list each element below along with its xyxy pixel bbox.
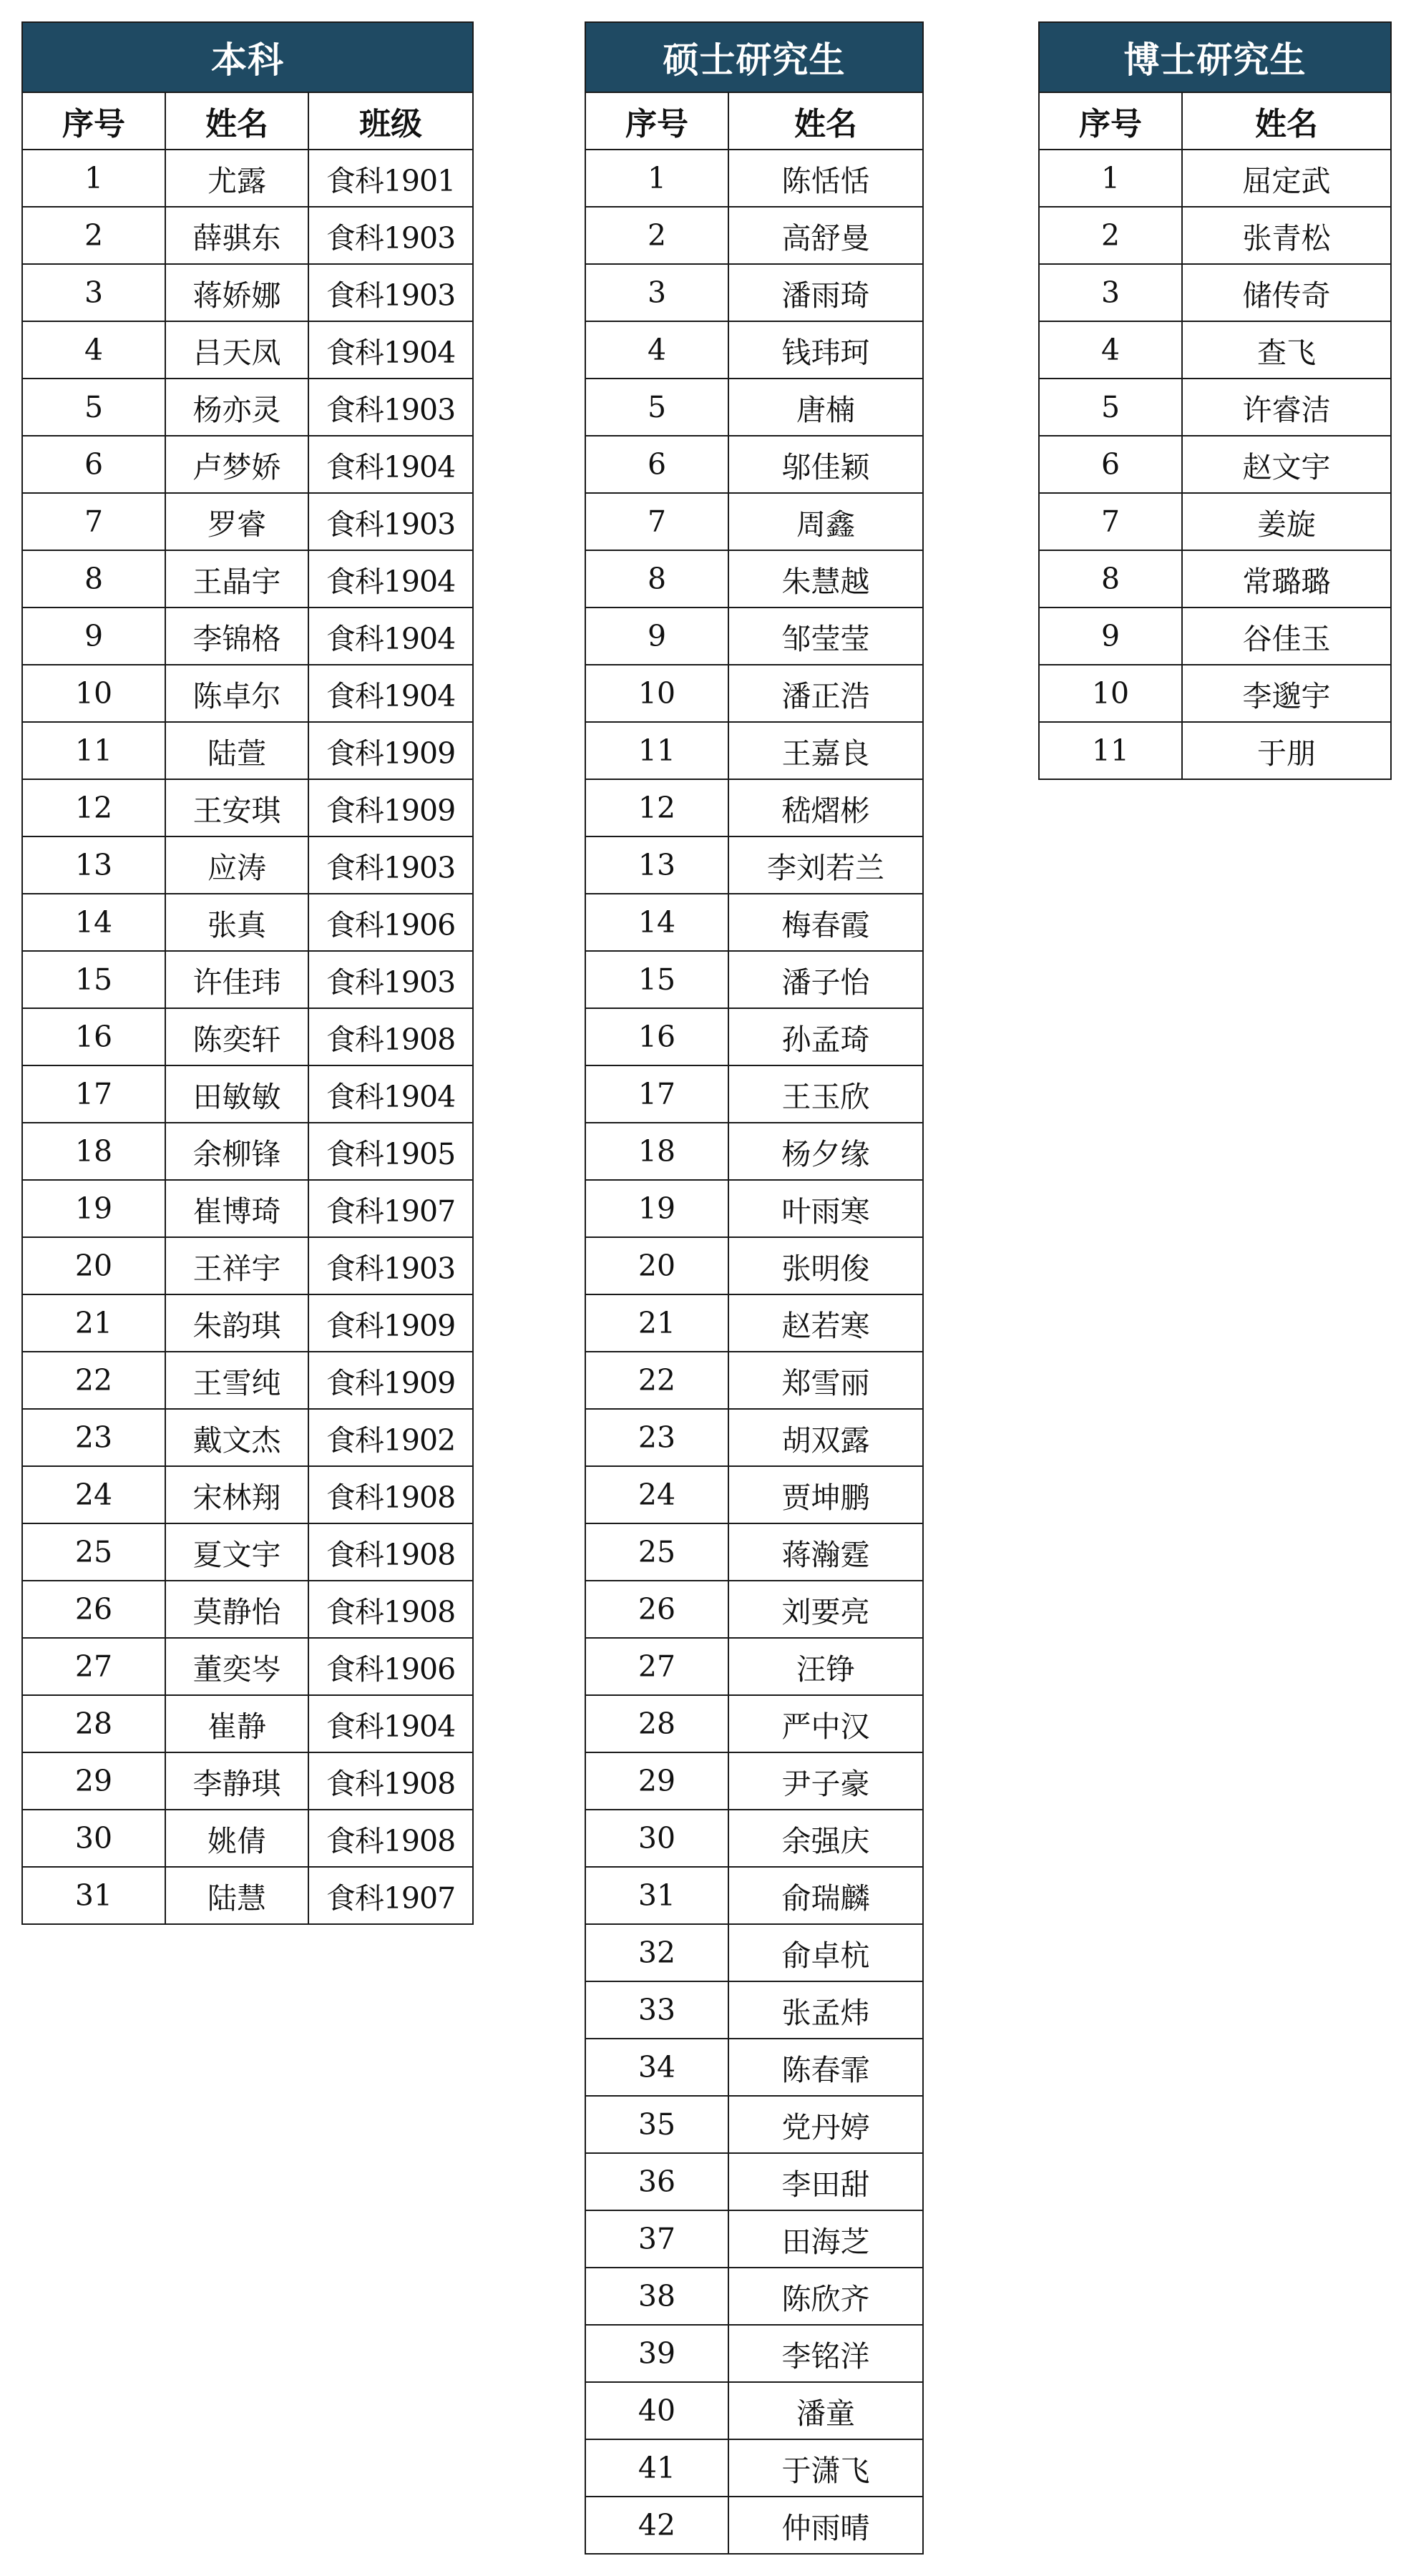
undergrad-row-index: 24 bbox=[22, 1466, 165, 1523]
undergrad-class-name: 食科1903 bbox=[308, 836, 473, 894]
doctor-row-index: 2 bbox=[1039, 207, 1182, 264]
undergrad-student-name: 陆慧 bbox=[165, 1867, 308, 1924]
master-header-index: 序号 bbox=[585, 92, 728, 150]
master-table-row bbox=[585, 1065, 923, 1123]
undergrad-table-row bbox=[22, 1581, 473, 1638]
undergrad-table-row bbox=[22, 836, 473, 894]
master-student-name: 陈春霏 bbox=[728, 2039, 923, 2096]
master-student-name: 俞瑞麟 bbox=[728, 1867, 923, 1924]
master-row-index: 31 bbox=[585, 1867, 728, 1924]
master-table-row bbox=[585, 1180, 923, 1237]
master-row-index: 7 bbox=[585, 493, 728, 550]
master-table-row bbox=[585, 1867, 923, 1924]
undergrad-class-name: 食科1908 bbox=[308, 1523, 473, 1581]
undergrad-class-name: 食科1908 bbox=[308, 1810, 473, 1867]
master-student-name: 潘子怡 bbox=[728, 951, 923, 1008]
undergrad-table-row bbox=[22, 264, 473, 321]
undergrad-table-row bbox=[22, 1867, 473, 1924]
undergrad-student-name: 卢梦娇 bbox=[165, 436, 308, 493]
undergrad-student-name: 张真 bbox=[165, 894, 308, 951]
master-table-row bbox=[585, 2210, 923, 2268]
master-student-name: 叶雨寒 bbox=[728, 1180, 923, 1237]
undergrad-header-name: 姓名 bbox=[165, 92, 308, 150]
master-table-row bbox=[585, 1123, 923, 1180]
master-student-name: 梅春霞 bbox=[728, 894, 923, 951]
doctor-table bbox=[1038, 21, 1392, 780]
master-student-name: 陈恬恬 bbox=[728, 150, 923, 207]
doctor-student-name: 常璐璐 bbox=[1182, 550, 1391, 608]
doctor-row-index: 5 bbox=[1039, 379, 1182, 436]
master-table-row bbox=[585, 2039, 923, 2096]
doctor-student-name: 谷佳玉 bbox=[1182, 608, 1391, 665]
master-row-index: 5 bbox=[585, 379, 728, 436]
undergrad-class-name: 食科1904 bbox=[308, 1065, 473, 1123]
master-table-row bbox=[585, 951, 923, 1008]
master-row-index: 3 bbox=[585, 264, 728, 321]
master-row-index: 35 bbox=[585, 2096, 728, 2153]
undergrad-row-index: 31 bbox=[22, 1867, 165, 1924]
master-row-index: 40 bbox=[585, 2382, 728, 2439]
master-table bbox=[585, 21, 924, 2555]
doctor-header-index: 序号 bbox=[1039, 92, 1182, 150]
undergrad-class-name: 食科1909 bbox=[308, 1294, 473, 1352]
master-table-row bbox=[585, 1008, 923, 1065]
doctor-table-row bbox=[1039, 436, 1391, 493]
doctor-table-row bbox=[1039, 207, 1391, 264]
master-table-row bbox=[585, 665, 923, 722]
master-table-row bbox=[585, 2497, 923, 2554]
master-student-name: 胡双露 bbox=[728, 1409, 923, 1466]
master-row-index: 26 bbox=[585, 1581, 728, 1638]
doctor-table-body bbox=[1039, 150, 1391, 779]
undergrad-table-row bbox=[22, 1638, 473, 1695]
master-row-index: 16 bbox=[585, 1008, 728, 1065]
undergrad-student-name: 王晶宇 bbox=[165, 550, 308, 608]
undergrad-table-row bbox=[22, 722, 473, 779]
master-row-index: 29 bbox=[585, 1752, 728, 1810]
undergrad-student-name: 王安琪 bbox=[165, 779, 308, 836]
doctor-student-name: 于朋 bbox=[1182, 722, 1391, 779]
undergrad-table-row bbox=[22, 1180, 473, 1237]
master-table-row bbox=[585, 836, 923, 894]
master-table-row bbox=[585, 2153, 923, 2210]
undergrad-row-index: 10 bbox=[22, 665, 165, 722]
master-row-index: 36 bbox=[585, 2153, 728, 2210]
master-student-name: 严中汉 bbox=[728, 1695, 923, 1752]
undergrad-table-row bbox=[22, 207, 473, 264]
undergrad-student-name: 余柳锋 bbox=[165, 1123, 308, 1180]
undergrad-table-row bbox=[22, 1123, 473, 1180]
doctor-row-index: 3 bbox=[1039, 264, 1182, 321]
undergrad-student-name: 尤露 bbox=[165, 150, 308, 207]
undergrad-row-index: 4 bbox=[22, 321, 165, 379]
master-table-row bbox=[585, 1294, 923, 1352]
master-table-row bbox=[585, 493, 923, 550]
master-row-index: 22 bbox=[585, 1352, 728, 1409]
undergrad-class-name: 食科1906 bbox=[308, 1638, 473, 1695]
master-student-name: 于潇飞 bbox=[728, 2439, 923, 2497]
undergrad-row-index: 16 bbox=[22, 1008, 165, 1065]
undergrad-student-name: 许佳玮 bbox=[165, 951, 308, 1008]
undergrad-class-name: 食科1908 bbox=[308, 1752, 473, 1810]
doctor-student-name: 查飞 bbox=[1182, 321, 1391, 379]
doctor-table-row bbox=[1039, 665, 1391, 722]
undergrad-class-name: 食科1903 bbox=[308, 1237, 473, 1294]
undergrad-row-index: 2 bbox=[22, 207, 165, 264]
undergrad-class-name: 食科1907 bbox=[308, 1180, 473, 1237]
undergrad-table-row bbox=[22, 1409, 473, 1466]
master-table-row bbox=[585, 1638, 923, 1695]
undergrad-student-name: 宋林翔 bbox=[165, 1466, 308, 1523]
doctor-title: 博士研究生 bbox=[1039, 22, 1391, 92]
undergrad-table-row bbox=[22, 150, 473, 207]
undergrad-row-index: 11 bbox=[22, 722, 165, 779]
master-row-index: 8 bbox=[585, 550, 728, 608]
master-student-name: 仲雨晴 bbox=[728, 2497, 923, 2554]
undergrad-table-row bbox=[22, 894, 473, 951]
doctor-header-name: 姓名 bbox=[1182, 92, 1391, 150]
master-student-name: 俞卓杭 bbox=[728, 1924, 923, 1981]
master-student-name: 王嘉良 bbox=[728, 722, 923, 779]
master-row-index: 32 bbox=[585, 1924, 728, 1981]
undergrad-student-name: 莫静怡 bbox=[165, 1581, 308, 1638]
undergrad-table-row bbox=[22, 1352, 473, 1409]
doctor-row-index: 11 bbox=[1039, 722, 1182, 779]
undergrad-class-name: 食科1903 bbox=[308, 493, 473, 550]
master-student-name: 李铭洋 bbox=[728, 2325, 923, 2382]
master-row-index: 41 bbox=[585, 2439, 728, 2497]
undergrad-table-body bbox=[22, 150, 473, 1924]
undergrad-student-name: 夏文宇 bbox=[165, 1523, 308, 1581]
doctor-row-index: 7 bbox=[1039, 493, 1182, 550]
doctor-table-row bbox=[1039, 150, 1391, 207]
master-student-name: 党丹婷 bbox=[728, 2096, 923, 2153]
master-student-name: 王玉欣 bbox=[728, 1065, 923, 1123]
doctor-table-row bbox=[1039, 550, 1391, 608]
master-student-name: 张明俊 bbox=[728, 1237, 923, 1294]
doctor-table-row bbox=[1039, 493, 1391, 550]
undergrad-class-name: 食科1903 bbox=[308, 207, 473, 264]
master-student-name: 贾坤鹏 bbox=[728, 1466, 923, 1523]
master-table-row bbox=[585, 2382, 923, 2439]
master-row-index: 12 bbox=[585, 779, 728, 836]
master-row-index: 23 bbox=[585, 1409, 728, 1466]
master-row-index: 21 bbox=[585, 1294, 728, 1352]
undergrad-class-name: 食科1903 bbox=[308, 264, 473, 321]
undergrad-class-name: 食科1904 bbox=[308, 608, 473, 665]
undergrad-row-index: 1 bbox=[22, 150, 165, 207]
master-table-row bbox=[585, 1810, 923, 1867]
undergrad-student-name: 李静琪 bbox=[165, 1752, 308, 1810]
undergrad-table-row bbox=[22, 665, 473, 722]
doctor-table-row bbox=[1039, 264, 1391, 321]
master-student-name: 郑雪丽 bbox=[728, 1352, 923, 1409]
master-student-name: 邹莹莹 bbox=[728, 608, 923, 665]
master-row-index: 18 bbox=[585, 1123, 728, 1180]
doctor-row-index: 4 bbox=[1039, 321, 1182, 379]
undergrad-student-name: 王祥宇 bbox=[165, 1237, 308, 1294]
master-row-index: 10 bbox=[585, 665, 728, 722]
doctor-student-name: 姜旋 bbox=[1182, 493, 1391, 550]
master-table-row bbox=[585, 550, 923, 608]
master-header-name: 姓名 bbox=[728, 92, 923, 150]
undergrad-table-row bbox=[22, 1695, 473, 1752]
undergrad-student-name: 杨亦灵 bbox=[165, 379, 308, 436]
master-row-index: 34 bbox=[585, 2039, 728, 2096]
undergrad-class-name: 食科1909 bbox=[308, 779, 473, 836]
master-table-row bbox=[585, 1752, 923, 1810]
master-title: 硕士研究生 bbox=[585, 22, 923, 92]
undergrad-row-index: 25 bbox=[22, 1523, 165, 1581]
undergrad-table-row bbox=[22, 1466, 473, 1523]
master-row-index: 19 bbox=[585, 1180, 728, 1237]
master-table-row bbox=[585, 894, 923, 951]
undergrad-student-name: 李锦格 bbox=[165, 608, 308, 665]
master-row-index: 11 bbox=[585, 722, 728, 779]
master-row-index: 4 bbox=[585, 321, 728, 379]
undergrad-row-index: 15 bbox=[22, 951, 165, 1008]
undergrad-student-name: 崔静 bbox=[165, 1695, 308, 1752]
master-student-name: 陈欣齐 bbox=[728, 2268, 923, 2325]
undergrad-student-name: 应涛 bbox=[165, 836, 308, 894]
undergrad-row-index: 21 bbox=[22, 1294, 165, 1352]
undergrad-table-row bbox=[22, 608, 473, 665]
undergrad-student-name: 姚倩 bbox=[165, 1810, 308, 1867]
undergrad-row-index: 28 bbox=[22, 1695, 165, 1752]
master-row-index: 13 bbox=[585, 836, 728, 894]
master-student-name: 杨夕缘 bbox=[728, 1123, 923, 1180]
master-table-row bbox=[585, 2439, 923, 2497]
undergrad-row-index: 8 bbox=[22, 550, 165, 608]
undergrad-row-index: 3 bbox=[22, 264, 165, 321]
doctor-table-row bbox=[1039, 608, 1391, 665]
undergrad-student-name: 崔博琦 bbox=[165, 1180, 308, 1237]
undergrad-student-name: 董奕岑 bbox=[165, 1638, 308, 1695]
undergrad-table-row bbox=[22, 321, 473, 379]
master-table-row bbox=[585, 1695, 923, 1752]
master-table-row bbox=[585, 150, 923, 207]
master-student-name: 刘要亮 bbox=[728, 1581, 923, 1638]
undergrad-table-row bbox=[22, 1065, 473, 1123]
master-table-row bbox=[585, 379, 923, 436]
master-student-name: 李刘若兰 bbox=[728, 836, 923, 894]
master-row-index: 33 bbox=[585, 1981, 728, 2039]
undergrad-row-index: 27 bbox=[22, 1638, 165, 1695]
doctor-table-row bbox=[1039, 321, 1391, 379]
undergrad-student-name: 戴文杰 bbox=[165, 1409, 308, 1466]
undergrad-row-index: 9 bbox=[22, 608, 165, 665]
doctor-student-name: 屈定武 bbox=[1182, 150, 1391, 207]
master-student-name: 朱慧越 bbox=[728, 550, 923, 608]
doctor-student-name: 储传奇 bbox=[1182, 264, 1391, 321]
master-row-index: 39 bbox=[585, 2325, 728, 2382]
master-table-row bbox=[585, 1466, 923, 1523]
master-student-name: 李田甜 bbox=[728, 2153, 923, 2210]
master-row-index: 1 bbox=[585, 150, 728, 207]
undergrad-student-name: 薛骐东 bbox=[165, 207, 308, 264]
undergrad-class-name: 食科1906 bbox=[308, 894, 473, 951]
undergrad-class-name: 食科1903 bbox=[308, 951, 473, 1008]
master-table-row bbox=[585, 1581, 923, 1638]
master-table-row bbox=[585, 2325, 923, 2382]
undergrad-header-index: 序号 bbox=[22, 92, 165, 150]
undergrad-table-row bbox=[22, 1237, 473, 1294]
master-table-row bbox=[585, 779, 923, 836]
master-student-name: 嵇熠彬 bbox=[728, 779, 923, 836]
undergrad-row-index: 18 bbox=[22, 1123, 165, 1180]
undergrad-row-index: 13 bbox=[22, 836, 165, 894]
master-table-row bbox=[585, 436, 923, 493]
master-student-name: 潘童 bbox=[728, 2382, 923, 2439]
master-row-index: 2 bbox=[585, 207, 728, 264]
undergrad-table bbox=[21, 21, 474, 1925]
undergrad-class-name: 食科1909 bbox=[308, 1352, 473, 1409]
master-table-row bbox=[585, 608, 923, 665]
undergrad-table-row bbox=[22, 550, 473, 608]
master-student-name: 田海芝 bbox=[728, 2210, 923, 2268]
undergrad-title: 本科 bbox=[22, 22, 473, 92]
doctor-row-index: 8 bbox=[1039, 550, 1182, 608]
undergrad-table-row bbox=[22, 1008, 473, 1065]
undergrad-class-name: 食科1908 bbox=[308, 1466, 473, 1523]
undergrad-class-name: 食科1904 bbox=[308, 550, 473, 608]
undergrad-student-name: 罗睿 bbox=[165, 493, 308, 550]
undergrad-class-name: 食科1902 bbox=[308, 1409, 473, 1466]
master-row-index: 6 bbox=[585, 436, 728, 493]
master-student-name: 张孟炜 bbox=[728, 1981, 923, 2039]
master-table-row bbox=[585, 1523, 923, 1581]
undergrad-table-row bbox=[22, 779, 473, 836]
undergrad-table-row bbox=[22, 1752, 473, 1810]
doctor-student-name: 李邈宇 bbox=[1182, 665, 1391, 722]
undergrad-table-row bbox=[22, 1294, 473, 1352]
undergrad-class-name: 食科1907 bbox=[308, 1867, 473, 1924]
master-student-name: 蒋瀚霆 bbox=[728, 1523, 923, 1581]
master-student-name: 孙孟琦 bbox=[728, 1008, 923, 1065]
doctor-row-index: 6 bbox=[1039, 436, 1182, 493]
undergrad-row-index: 20 bbox=[22, 1237, 165, 1294]
master-student-name: 潘雨琦 bbox=[728, 264, 923, 321]
master-row-index: 42 bbox=[585, 2497, 728, 2554]
master-table-row bbox=[585, 1409, 923, 1466]
master-table-row bbox=[585, 722, 923, 779]
master-row-index: 14 bbox=[585, 894, 728, 951]
master-student-name: 周鑫 bbox=[728, 493, 923, 550]
undergrad-class-name: 食科1904 bbox=[308, 436, 473, 493]
undergrad-row-index: 22 bbox=[22, 1352, 165, 1409]
undergrad-class-name: 食科1905 bbox=[308, 1123, 473, 1180]
master-table-row bbox=[585, 2268, 923, 2325]
master-student-name: 钱玮珂 bbox=[728, 321, 923, 379]
doctor-table-row bbox=[1039, 722, 1391, 779]
undergrad-student-name: 蒋娇娜 bbox=[165, 264, 308, 321]
doctor-student-name: 张青松 bbox=[1182, 207, 1391, 264]
master-row-index: 28 bbox=[585, 1695, 728, 1752]
undergrad-class-name: 食科1908 bbox=[308, 1581, 473, 1638]
undergrad-class-name: 食科1904 bbox=[308, 665, 473, 722]
undergrad-table-row bbox=[22, 436, 473, 493]
master-row-index: 9 bbox=[585, 608, 728, 665]
doctor-student-name: 许睿洁 bbox=[1182, 379, 1391, 436]
master-student-name: 高舒曼 bbox=[728, 207, 923, 264]
master-table-row bbox=[585, 2096, 923, 2153]
master-table-row bbox=[585, 207, 923, 264]
undergrad-row-index: 6 bbox=[22, 436, 165, 493]
master-student-name: 尹子豪 bbox=[728, 1752, 923, 1810]
undergrad-class-name: 食科1904 bbox=[308, 321, 473, 379]
undergrad-class-name: 食科1903 bbox=[308, 379, 473, 436]
undergrad-student-name: 陈奕轩 bbox=[165, 1008, 308, 1065]
undergrad-row-index: 29 bbox=[22, 1752, 165, 1810]
undergrad-row-index: 23 bbox=[22, 1409, 165, 1466]
master-row-index: 37 bbox=[585, 2210, 728, 2268]
master-row-index: 17 bbox=[585, 1065, 728, 1123]
master-table-body bbox=[585, 150, 923, 2554]
undergrad-row-index: 30 bbox=[22, 1810, 165, 1867]
master-table-row bbox=[585, 1924, 923, 1981]
doctor-row-index: 10 bbox=[1039, 665, 1182, 722]
undergrad-table-row bbox=[22, 1523, 473, 1581]
undergrad-header-class: 班级 bbox=[308, 92, 473, 150]
master-row-index: 20 bbox=[585, 1237, 728, 1294]
master-student-name: 邬佳颖 bbox=[728, 436, 923, 493]
master-table-row bbox=[585, 1352, 923, 1409]
doctor-student-name: 赵文宇 bbox=[1182, 436, 1391, 493]
undergrad-table-row bbox=[22, 493, 473, 550]
undergrad-student-name: 陆萱 bbox=[165, 722, 308, 779]
master-row-index: 38 bbox=[585, 2268, 728, 2325]
master-table-row bbox=[585, 1981, 923, 2039]
undergrad-student-name: 陈卓尔 bbox=[165, 665, 308, 722]
undergrad-student-name: 王雪纯 bbox=[165, 1352, 308, 1409]
master-row-index: 30 bbox=[585, 1810, 728, 1867]
undergrad-row-index: 14 bbox=[22, 894, 165, 951]
undergrad-table-row bbox=[22, 951, 473, 1008]
master-row-index: 25 bbox=[585, 1523, 728, 1581]
undergrad-row-index: 5 bbox=[22, 379, 165, 436]
doctor-row-index: 1 bbox=[1039, 150, 1182, 207]
master-student-name: 潘正浩 bbox=[728, 665, 923, 722]
undergrad-student-name: 吕天凤 bbox=[165, 321, 308, 379]
undergrad-row-index: 17 bbox=[22, 1065, 165, 1123]
master-table-row bbox=[585, 264, 923, 321]
undergrad-student-name: 田敏敏 bbox=[165, 1065, 308, 1123]
undergrad-class-name: 食科1901 bbox=[308, 150, 473, 207]
undergrad-row-index: 12 bbox=[22, 779, 165, 836]
undergrad-class-name: 食科1908 bbox=[308, 1008, 473, 1065]
undergrad-student-name: 朱韵琪 bbox=[165, 1294, 308, 1352]
doctor-row-index: 9 bbox=[1039, 608, 1182, 665]
master-row-index: 27 bbox=[585, 1638, 728, 1695]
undergrad-class-name: 食科1909 bbox=[308, 722, 473, 779]
undergrad-row-index: 26 bbox=[22, 1581, 165, 1638]
master-student-name: 余强庆 bbox=[728, 1810, 923, 1867]
undergrad-table-row bbox=[22, 379, 473, 436]
undergrad-row-index: 19 bbox=[22, 1180, 165, 1237]
master-table-row bbox=[585, 1237, 923, 1294]
master-row-index: 15 bbox=[585, 951, 728, 1008]
undergrad-class-name: 食科1904 bbox=[308, 1695, 473, 1752]
undergrad-row-index: 7 bbox=[22, 493, 165, 550]
doctor-table-row bbox=[1039, 379, 1391, 436]
master-row-index: 24 bbox=[585, 1466, 728, 1523]
master-table-row bbox=[585, 321, 923, 379]
master-student-name: 赵若寒 bbox=[728, 1294, 923, 1352]
master-student-name: 汪铮 bbox=[728, 1638, 923, 1695]
undergrad-table-row bbox=[22, 1810, 473, 1867]
master-student-name: 唐楠 bbox=[728, 379, 923, 436]
